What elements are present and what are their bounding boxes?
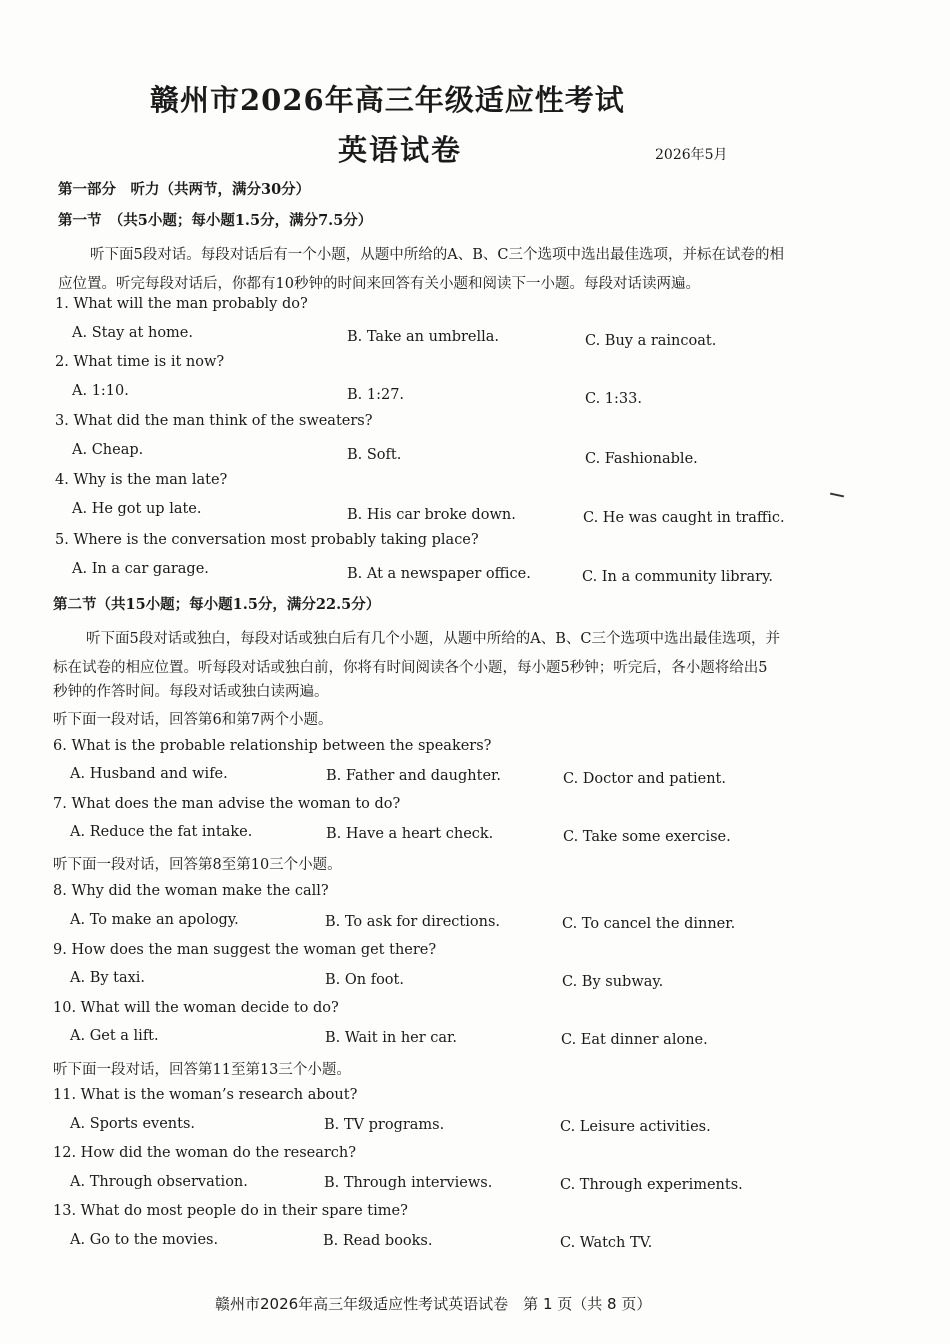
option-b: B. Soft.: [347, 447, 402, 463]
option-c: C. Buy a raincoat.: [585, 333, 717, 349]
dialogue-note: 听下面一段对话，回答第8至第10三个小题。: [53, 857, 342, 873]
question-stem: 5. Where is the conversation most probably taking place?: [55, 532, 479, 548]
question-stem: 13. What do most people do in their spare time?: [53, 1203, 408, 1219]
option-b: B. Through interviews.: [324, 1175, 493, 1191]
option-c: C. By subway.: [562, 974, 664, 990]
question-stem: 1. What will the man probably do?: [55, 296, 308, 312]
page-footer: 赣州市2026年高三年级适应性考试英语试卷 第 1 页（共 8 页）: [215, 1295, 652, 1313]
option-a: A. Cheap.: [72, 442, 144, 458]
option-b: B. On foot.: [325, 972, 404, 988]
section2-instructions-cont: 标在试卷的相应位置。听每段对话或独白前，你将有时间阅读各个小题，每小题5秒钟；听完后，各小题将给出5: [53, 660, 768, 676]
section2-heading: 第二节（共15小题；每小题1.5分，满分22.5分）: [53, 596, 381, 613]
exam-subtitle: 英语试卷: [338, 133, 463, 167]
option-a: A. 1:10.: [72, 383, 129, 399]
option-c: C. 1:33.: [585, 391, 642, 407]
option-a: A. Through observation.: [70, 1174, 248, 1190]
option-a: A. To make an apology.: [70, 912, 239, 928]
question-stem: 8. Why did the woman make the call?: [53, 883, 329, 899]
option-c: C. Through experiments.: [560, 1177, 743, 1193]
question-stem: 11. What is the woman’s research about?: [53, 1087, 358, 1103]
option-b: B. Have a heart check.: [326, 826, 494, 842]
option-b: B. At a newspaper office.: [347, 566, 531, 582]
option-c: C. Watch TV.: [560, 1235, 653, 1251]
part1-heading: 第一部分 听力（共两节，满分30分）: [58, 181, 311, 198]
question-stem: 7. What does the man advise the woman to do?: [53, 796, 401, 812]
option-a: A. Sports events.: [70, 1116, 196, 1132]
option-b: B. Wait in her car.: [325, 1030, 457, 1046]
option-c: C. Take some exercise.: [563, 829, 731, 845]
option-c: C. Eat dinner alone.: [561, 1032, 708, 1048]
option-a: A. He got up late.: [72, 501, 202, 517]
question-stem: 9. How does the man suggest the woman get there?: [53, 942, 437, 958]
option-a: A. Go to the movies.: [70, 1232, 219, 1248]
option-c: C. He was caught in traffic.: [583, 510, 785, 526]
stray-mark: [830, 493, 844, 498]
option-a: A. By taxi.: [70, 970, 146, 986]
option-a: A. Reduce the fat intake.: [70, 824, 253, 840]
section2-instructions-cont: 秒钟的作答时间。每段对话或独白读两遍。: [53, 684, 329, 700]
section1-heading: 第一节 （共5小题；每小题1.5分，满分7.5分）: [58, 212, 373, 229]
option-c: C. In a community library.: [582, 569, 773, 585]
section1-instructions: 听下面5段对话。每段对话后有一个小题，从题中所给的A、B、C三个选项中选出最佳选项，并标在试卷的相: [90, 247, 784, 263]
option-a: A. Husband and wife.: [70, 766, 228, 782]
exam-date: 2026年5月: [655, 147, 728, 163]
option-b: B. Father and daughter.: [326, 768, 501, 784]
option-b: B. 1:27.: [347, 387, 405, 403]
question-stem: 4. Why is the man late?: [55, 472, 228, 488]
option-b: B. TV programs.: [324, 1117, 445, 1133]
option-a: A. Stay at home.: [72, 325, 193, 341]
option-a: A. In a car garage.: [72, 561, 209, 577]
option-c: C. To cancel the dinner.: [562, 916, 736, 932]
option-c: C. Doctor and patient.: [563, 771, 726, 787]
dialogue-note: 听下面一段对话，回答第11至第13三个小题。: [53, 1062, 351, 1078]
question-stem: 10. What will the woman decide to do?: [53, 1000, 339, 1016]
question-stem: 3. What did the man think of the sweaters?: [55, 413, 373, 429]
question-stem: 2. What time is it now?: [55, 354, 225, 370]
question-stem: 6. What is the probable relationship between the speakers?: [53, 738, 492, 754]
option-b: B. Read books.: [323, 1233, 433, 1249]
question-stem: 12. How did the woman do the research?: [53, 1145, 357, 1161]
option-c: C. Fashionable.: [585, 451, 698, 467]
dialogue-note: 听下面一段对话，回答第6和第7两个小题。: [53, 712, 333, 728]
section2-instructions: 听下面5段对话或独白，每段对话或独白后有几个小题，从题中所给的A、B、C三个选项中选出最佳选项，并: [86, 631, 780, 647]
exam-title: 赣州市2026年高三年级适应性考试: [150, 83, 625, 117]
option-b: B. Take an umbrella.: [347, 329, 500, 345]
option-b: B. To ask for directions.: [325, 914, 501, 930]
option-b: B. His car broke down.: [347, 507, 516, 523]
section1-instructions-cont: 应位置。听完每段对话后，你都有10秒钟的时间来回答有关小题和阅读下一小题。每段对话读两遍。: [58, 276, 700, 292]
option-c: C. Leisure activities.: [560, 1119, 711, 1135]
option-a: A. Get a lift.: [70, 1028, 159, 1044]
